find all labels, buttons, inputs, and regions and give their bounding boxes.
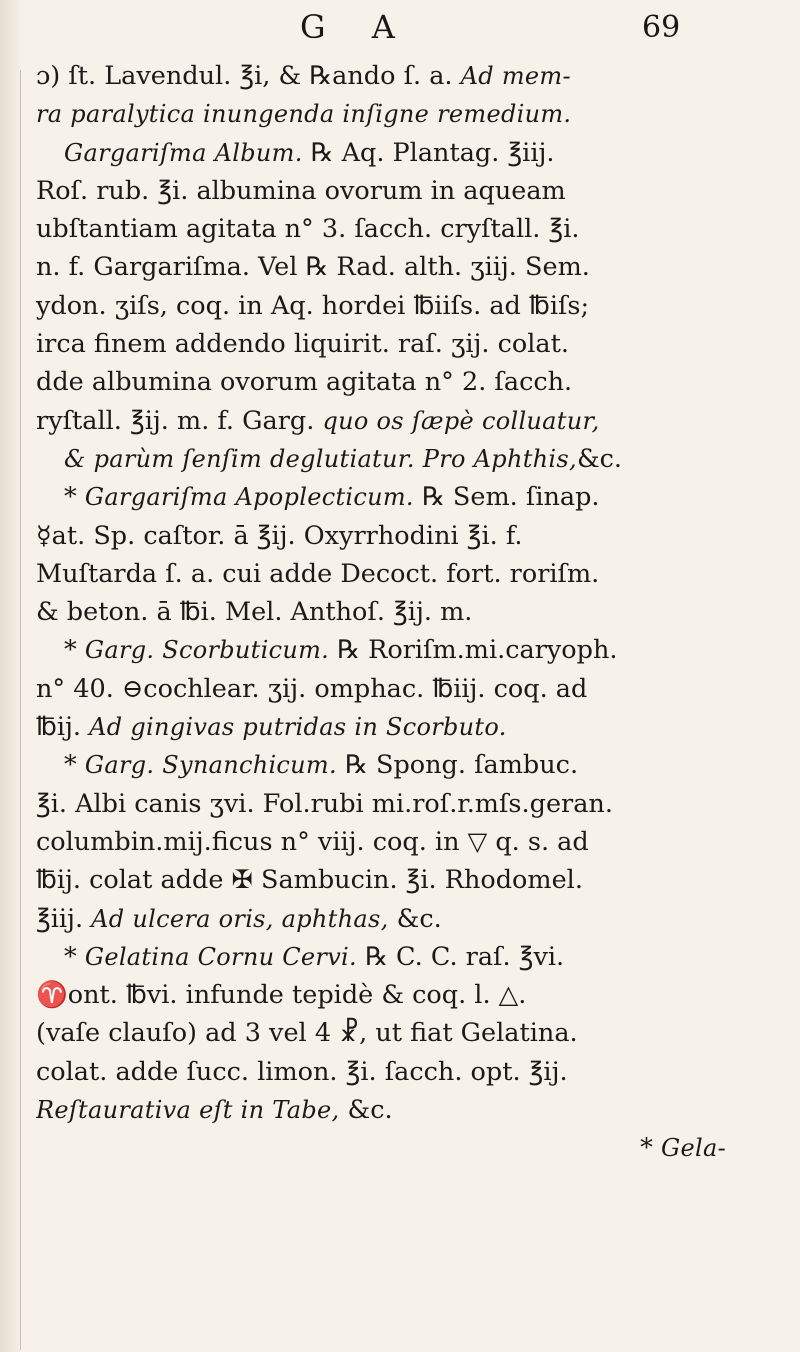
roman-run: ℞ Roriſm.mi.caryoph. bbox=[329, 635, 618, 666]
roman-run: * bbox=[64, 482, 85, 513]
text-line bbox=[36, 210, 776, 248]
text-line bbox=[36, 57, 776, 95]
binding-rule bbox=[20, 70, 21, 1350]
roman-run: n. f. Gargariſma. Vel ℞ Rad. alth. ʒiij. Sem. bbox=[36, 252, 590, 283]
italic-run: Reſtaurativa eſt in Tabe, bbox=[36, 1096, 340, 1125]
roman-run: colat. adde ſucc. limon. ℥i. ſacch. opt. ℥ij. bbox=[36, 1056, 568, 1087]
text-line bbox=[36, 976, 776, 1014]
roman-run: Roſ. rub. ℥i. albumina ovorum in aqueam bbox=[36, 175, 566, 206]
italic-run: Garg. Synanchicum. bbox=[84, 751, 337, 780]
roman-run: n° 40. ⊖cochlear. ʒij. omphac. ℔iij. coq. ad bbox=[36, 673, 588, 704]
roman-run: * bbox=[64, 635, 85, 666]
text-line bbox=[36, 1014, 776, 1052]
italic-run: quo os ſæpè colluatur, bbox=[322, 406, 600, 435]
roman-run: ubſtantiam agitata n° 3. ſacch. cryſtall. ℥i. bbox=[36, 214, 580, 245]
italic-run: Gargariſma Album. bbox=[64, 138, 311, 167]
text-line bbox=[36, 631, 776, 669]
text-line bbox=[36, 1091, 776, 1129]
roman-run: ℞ Spong. ſambuc. bbox=[336, 750, 579, 781]
page-gutter bbox=[0, 0, 22, 1352]
roman-run: dde albumina ovorum agitata n° 2. ſacch. bbox=[36, 367, 573, 398]
roman-run: ℔ij. colat adde ✠ Sambucin. ℥i. Rhodomel. bbox=[36, 865, 583, 896]
running-head bbox=[0, 8, 800, 48]
text-line bbox=[36, 172, 776, 210]
text-line bbox=[36, 1053, 776, 1091]
roman-run: &c. bbox=[388, 903, 442, 934]
text-line bbox=[36, 517, 776, 555]
text-line bbox=[36, 95, 776, 133]
text-line bbox=[36, 593, 776, 631]
roman-run: ♈ont. ℔vi. infunde tepidè & coq. l. △. bbox=[36, 980, 527, 1011]
roman-run: &c. bbox=[576, 443, 623, 474]
roman-run: columbin.mij.ficus n° viij. coq. in ▽ q. s. ad bbox=[36, 826, 589, 857]
text-line bbox=[36, 1129, 776, 1167]
italic-run: ra paralytica inungenda inſigne remedium. bbox=[36, 100, 572, 129]
roman-run: ℥iij. bbox=[36, 903, 92, 934]
text-line bbox=[36, 938, 776, 976]
roman-run: ryſtall. ℥ij. m. f. Garg. bbox=[36, 405, 323, 436]
roman-run: ydon. ʒiſs, coq. in Aq. hordei ℔iiſs. ad ℔iſs; bbox=[36, 290, 590, 321]
italic-run: Ad mem- bbox=[460, 62, 571, 90]
roman-run: ℔ij. bbox=[36, 712, 90, 743]
italic-run: & parùm ſenſim deglutiatur. Pro Aphthis, bbox=[64, 444, 577, 473]
text-line bbox=[36, 402, 776, 440]
roman-run: & beton. ā ℔i. Mel. Anthoſ. ℥ij. m. bbox=[36, 597, 473, 628]
roman-run: * bbox=[640, 1133, 662, 1164]
text-line bbox=[36, 248, 776, 286]
roman-run: irca finem addendo liquirit. raſ. ʒij. colat. bbox=[36, 329, 569, 360]
text-line bbox=[36, 325, 776, 363]
italic-run: Ad ulcera oris, aphthas, bbox=[91, 904, 389, 933]
text-line bbox=[36, 823, 776, 861]
roman-run: (vaſe clauſo) ad 3 vel 4 ☧, ut fiat Gelatina. bbox=[36, 1018, 578, 1049]
text-line bbox=[36, 708, 776, 746]
italic-run: Ad gingivas putridas in Scorbuto. bbox=[89, 713, 507, 742]
text-line bbox=[36, 746, 776, 784]
roman-run: &c. bbox=[339, 1095, 393, 1126]
italic-run: Garg. Scorbuticum. bbox=[84, 636, 330, 665]
italic-run: Gelatina Cornu Cervi. bbox=[84, 942, 357, 971]
roman-run: ℞ C. C. raſ. ℥vi. bbox=[356, 941, 565, 972]
roman-run: * bbox=[64, 941, 85, 972]
italic-run: Gargariſma Apoplecticum. bbox=[84, 483, 414, 512]
text-block bbox=[36, 57, 776, 1168]
text-line bbox=[36, 670, 776, 708]
roman-run: ℞ Aq. Plantag. ℥iij. bbox=[310, 137, 555, 168]
roman-run: ℥i. Albi canis ʒvi. Fol.rubi mi.roſ.r.mſs.geran. bbox=[36, 788, 613, 819]
text-line bbox=[36, 785, 776, 823]
text-line bbox=[36, 134, 776, 172]
running-head-title: G A bbox=[300, 8, 413, 46]
italic-run: Gela- bbox=[661, 1134, 726, 1163]
text-line bbox=[36, 861, 776, 899]
roman-run: ℞ Sem. ſinap. bbox=[413, 482, 600, 513]
roman-run: Muſtarda ſ. a. cui adde Decoct. fort. roriſm. bbox=[36, 558, 600, 589]
text-line bbox=[36, 478, 776, 516]
text-line bbox=[36, 363, 776, 401]
text-line bbox=[36, 440, 776, 478]
roman-run: ɔ) ſt. Lavendul. ℥i, & ℞ando ſ. a. bbox=[36, 61, 461, 91]
text-line bbox=[36, 555, 776, 593]
roman-run: * bbox=[64, 750, 85, 781]
page-number: 69 bbox=[642, 10, 681, 45]
text-line bbox=[36, 900, 776, 938]
text-line bbox=[36, 287, 776, 325]
roman-run: ☿at. Sp. caſtor. ā ℥ij. Oxyrrhodini ℥i. f. bbox=[36, 520, 523, 551]
